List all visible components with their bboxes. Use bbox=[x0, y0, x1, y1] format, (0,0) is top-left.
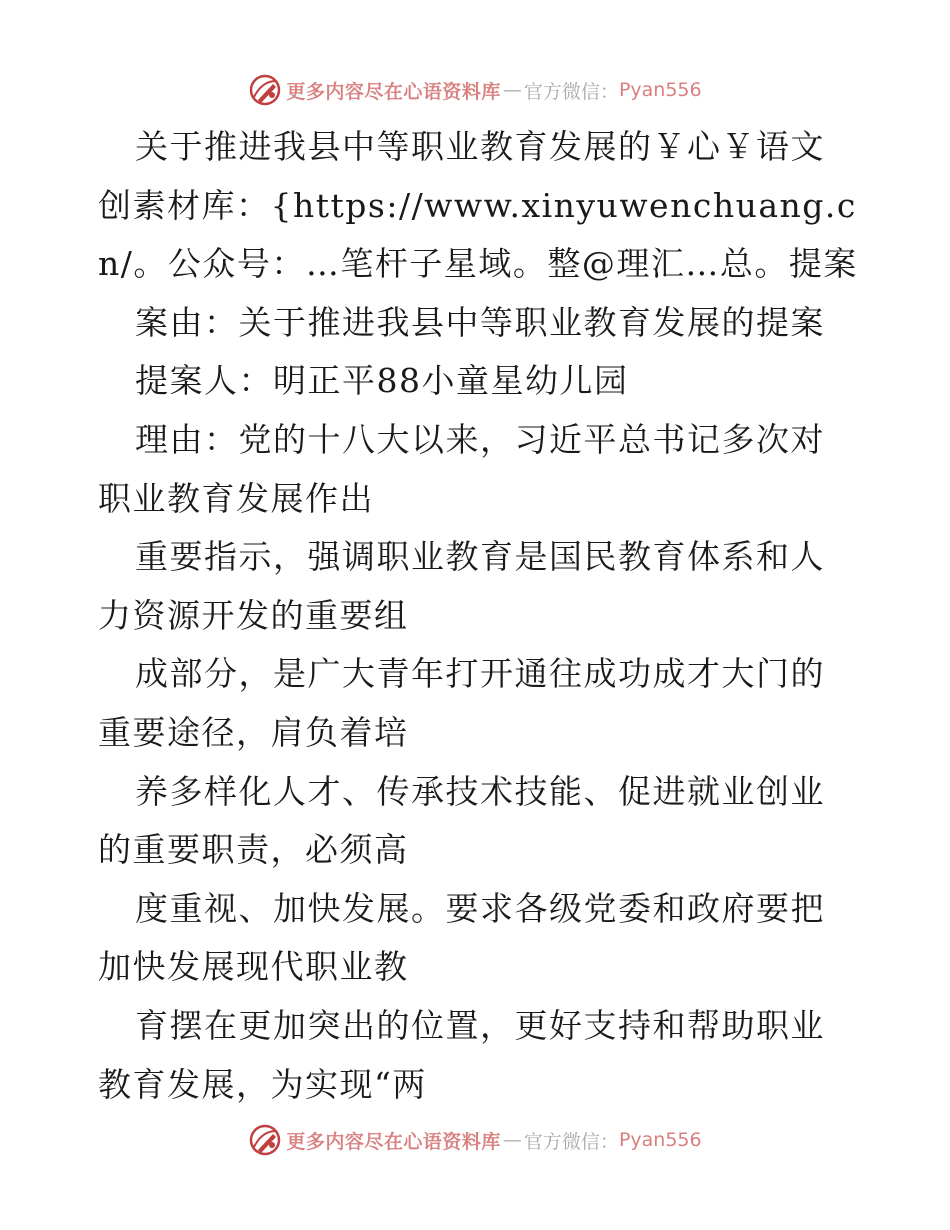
document-paragraph-title: 关于推进我县中等职业教育发展的￥心￥语文创素材库：{https://www.xinyuwenchuang.cn/。公众号：…笔杆子星域。整@理汇…总。提案 bbox=[98, 127, 858, 284]
document-body bbox=[98, 118, 858, 1114]
document-paragraph: 育摆在更加突出的位置，更好支持和帮助职业教育发展，为实现“两 bbox=[98, 1005, 825, 1104]
document-paragraph: 理由：党的十八大以来，习近平总书记多次对职业教育发展作出 bbox=[98, 419, 825, 518]
banner-dash: — bbox=[502, 1129, 522, 1151]
pen-logo-icon bbox=[248, 73, 282, 107]
document-paragraph: 度重视、加快发展。要求各级党委和政府要把加快发展现代职业教 bbox=[98, 888, 825, 987]
banner-wechat-account: Pyan556 bbox=[618, 1129, 702, 1151]
banner-dash: — bbox=[502, 79, 522, 101]
banner-slogan: 更多内容尽在心语资料库 bbox=[286, 1130, 501, 1153]
banner-slogan: 更多内容尽在心语资料库 bbox=[286, 80, 501, 103]
header-banner bbox=[0, 70, 950, 110]
pen-logo-icon bbox=[248, 1123, 282, 1157]
document-paragraph-subject: 案由：关于推进我县中等职业教育发展的提案 bbox=[135, 302, 825, 342]
banner-wechat-label: 官方微信： bbox=[523, 1130, 619, 1153]
document-paragraph-proposer: 提案人：明正平88小童星幼儿园 bbox=[135, 361, 629, 401]
footer-banner bbox=[0, 1120, 950, 1160]
document-paragraph: 养多样化人才、传承技术技能、促进就业创业的重要职责，必须高 bbox=[98, 771, 825, 870]
banner-wechat-account: Pyan556 bbox=[618, 79, 702, 101]
banner-wechat-label: 官方微信： bbox=[523, 80, 619, 103]
document-paragraph: 成部分，是广大青年打开通往成功成才大门的重要途径，肩负着培 bbox=[98, 654, 825, 752]
document-paragraph: 重要指示，强调职业教育是国民教育体系和人力资源开发的重要组 bbox=[98, 537, 825, 635]
